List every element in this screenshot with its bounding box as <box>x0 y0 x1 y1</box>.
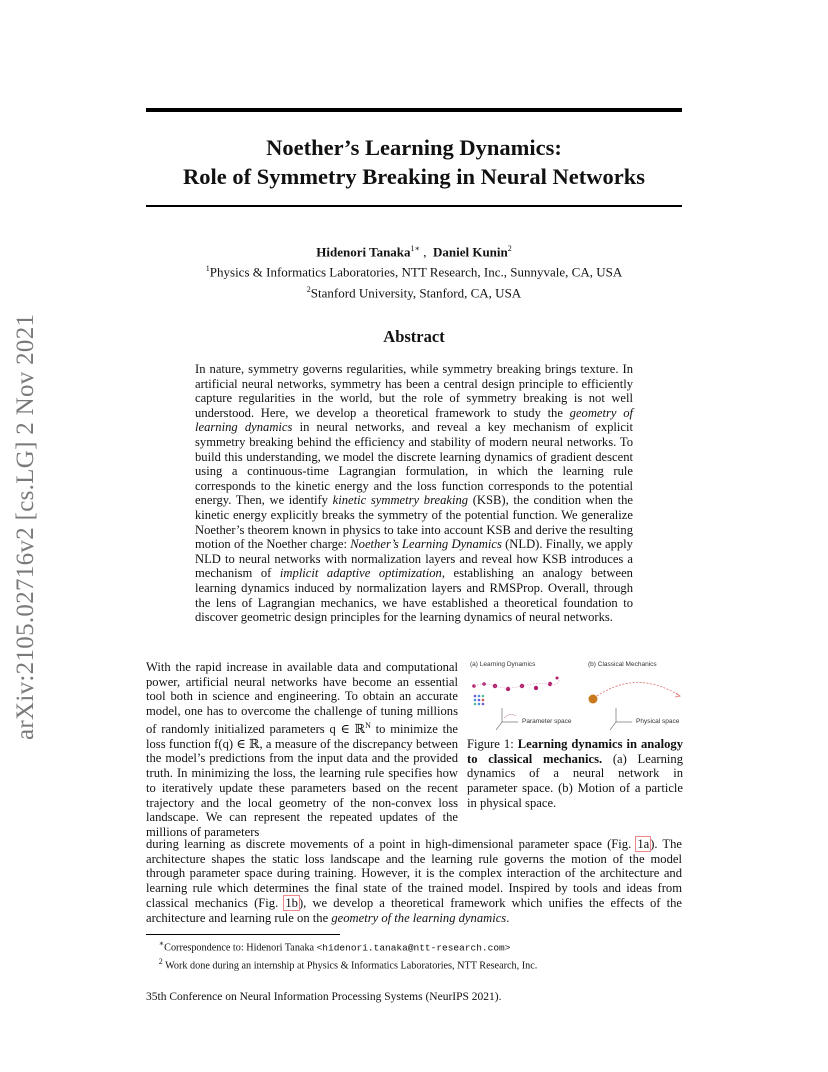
paper-title <box>146 133 682 191</box>
particle-path <box>589 682 681 703</box>
parameter-space-label: Parameter space <box>522 718 572 725</box>
trajectory-dots <box>472 676 559 691</box>
intro-left-column <box>146 660 458 840</box>
intro-full-text-3: ), we develop a theoretical framework which unifies the effects of the architecture and learning rule on the <box>146 895 682 925</box>
caption-bold: Learning dynamics in analogy to classical mechanics. <box>467 737 683 766</box>
footnote-1-text: Correspondence to: Hidenori Tanaka <box>164 942 317 954</box>
caption-prefix: Figure 1: <box>467 737 518 751</box>
abstract-italic-1: geometry of learning dynamics <box>195 405 633 435</box>
figure-label-a: (a) Learning Dynamics <box>470 661 536 668</box>
intro-text-2: to minimize the loss function f(q) ∈ ℝ, a measure of the discrepancy between the model’s predictions from the input data and the provided truth. In minimizing the loss, the learning rule specifies how to iteratively update these parameters based on the recent trajectory and the local geometry of the non-convex loss landscape. We can represent the repeated updates of the millions of parameters <box>146 722 458 839</box>
author-2-sup: 2 <box>507 244 512 253</box>
author-separator: , <box>423 244 427 260</box>
figure-ref-1b-link[interactable]: 1b <box>285 895 298 910</box>
footnote-1-mark: ∗ <box>158 939 165 948</box>
caption-rest: (a) Learning dynamics of a neural network in parameter space. (b) Motion of a particle in physical space. <box>467 751 683 810</box>
intro-text-1: With the rapid increase in available data and computational power, artificial neural networks have become an essential tool both in science and engineering. To obtain an accurate model, one has to overcome the challenge of tuning millions of randomly initialized parameters q ∈ ℝ <box>146 660 458 736</box>
author-names <box>146 240 682 260</box>
network-icon <box>474 695 485 706</box>
abstract-text-2: in neural networks, and reveal a key mechanism of explicit symmetry breaking behind the efficiency and stability of modern neural networks. To build this understanding, we model the discrete learning dynamics of gradient descent using a continuous-time Lagrangian formulation, in which the learning rule corresponds to the kinetic energy and the loss function corresponds to the potential energy. Then, we identify <box>195 420 633 508</box>
figure-label-b: (b) Classical Mechanics <box>588 661 657 668</box>
abstract-italic-4: implicit adaptive optimization <box>279 566 442 581</box>
footnote-1 <box>146 937 682 955</box>
author-1: Hidenori Tanaka <box>316 244 411 260</box>
intro-full-end: . <box>506 910 510 925</box>
parameter-axes-icon <box>496 708 518 730</box>
abstract-italic-3: Noether’s Learning Dynamics <box>350 537 502 552</box>
physical-axes-icon <box>610 708 632 730</box>
conference-footer: 35th Conference on Neural Information Processing Systems (NeurIPS 2021). <box>146 991 502 1003</box>
abstract-body <box>195 362 633 625</box>
title-bottom-rule <box>146 205 682 207</box>
footnotes <box>146 937 682 973</box>
abstract-text-3: (KSB), the condition when the kinetic energy explicitly breaks the symmetry of the potential function. We generalize Noether’s theorem known in physics to take into account KSB and derive the resulting motion of the Noether charge: <box>195 493 633 552</box>
abstract-italic-2: kinetic symmetry breaking <box>332 493 469 508</box>
abstract-text-5: , establishing an analogy between learning dynamics induced by normalization layers and RMSProp. Overall, through the lens of Lagrangian mechanics, we have established a theoretical foundation to discover geometric design principles for the learning dynamics of neural networks. <box>195 566 633 625</box>
figure-1-caption <box>467 737 683 811</box>
affiliation-2-text: Stanford University, Stanford, CA, USA <box>310 284 522 300</box>
author-1-sup: 1∗ <box>410 244 420 253</box>
affiliation-2 <box>146 281 682 301</box>
abstract-heading: Abstract <box>383 327 445 346</box>
affiliation-1-text: Physics & Informatics Laboratories, NTT Research, Inc., Sunnyvale, CA, USA <box>209 264 623 280</box>
intro-full-text-2: ). The architecture shapes the static loss landscape and the learning rule governs the motion of the model through parameter space during training. However, it is the complex interaction of the architecture and learning rule which determines the final state of the trained model. Inspired by tools and ideas from classical mechanics (Fig. <box>146 837 682 910</box>
affiliation-1-sup: 1 <box>205 264 210 274</box>
affiliation-2-sup: 2 <box>306 284 311 294</box>
figure-1 <box>466 656 682 736</box>
title-top-rule <box>146 108 682 112</box>
footnote-rule <box>146 934 340 935</box>
footnote-2-mark: 2 <box>158 956 163 966</box>
intro-full-italic: geometry of the learning dynamics <box>331 910 507 925</box>
abstract-text-4: (NLD). Finally, we apply NLD to neural networks with normalization layers and reveal how KSB introduces a mechanism of <box>195 537 633 581</box>
footnote-1-email-link[interactable]: <hidenori.tanaka@ntt-research.com> <box>316 942 511 954</box>
intro-full-width <box>146 837 682 925</box>
footnote-2-text: Work done during an internship at Physics & Informatics Laboratories, NTT Research, Inc. <box>165 960 538 972</box>
physical-space-label: Physical space <box>636 718 680 725</box>
particle-icon <box>589 695 598 704</box>
abstract-text-1: In nature, symmetry governs regularities, while symmetry breaking brings texture. In artificial neural networks, symmetry has been a central design principle to efficiently capture regularities in the world, but the role of symmetry breaking is not well understood. Here, we develop a theoretical framework to study the <box>195 362 633 420</box>
title-line-2: Role of Symmetry Breaking in Neural Networks <box>182 164 646 189</box>
footnote-2 <box>146 955 682 973</box>
arxiv-stamp: arXiv:2105.02716v2 [cs.LG] 2 Nov 2021 <box>12 313 39 740</box>
author-2: Daniel Kunin <box>432 244 508 260</box>
author-block <box>146 240 682 301</box>
intro-sup-n: N <box>365 720 371 730</box>
affiliation-1 <box>146 260 682 280</box>
figure-ref-1a-link[interactable]: 1a <box>637 837 650 851</box>
intro-full-text-1: during learning as discrete movements of a point in high-dimensional parameter space (Fig. <box>146 837 637 851</box>
title-line-1: Noether’s Learning Dynamics: <box>266 135 562 160</box>
